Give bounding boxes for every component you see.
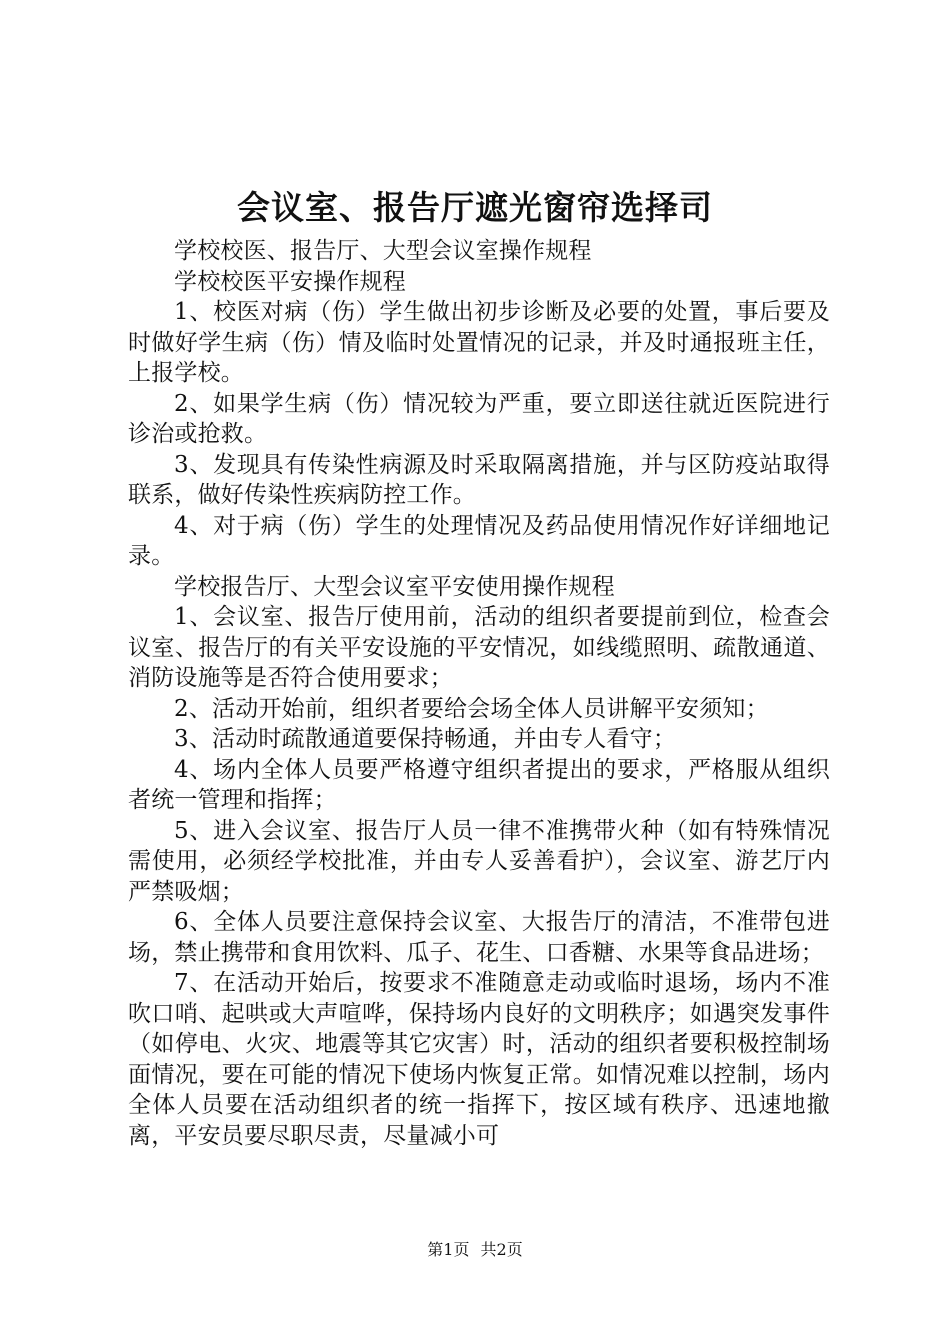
section-heading: 学校校医平安操作规程 bbox=[174, 268, 406, 295]
body-paragraph: 4、对于病（伤）学生的处理情况及药品使用情况作好详细地记录。 bbox=[128, 512, 830, 569]
page-footer bbox=[0, 1238, 950, 1262]
section-heading: 学校报告厅、大型会议室平安使用操作规程 bbox=[174, 573, 615, 600]
document-body bbox=[128, 236, 830, 1151]
document-title: 会议室、报告厅遮光窗帘选择司 bbox=[237, 188, 713, 227]
body-paragraph: 7、在活动开始后，按要求不准随意走动或临时退场，场内不准吹口哨、起哄或大声喧哗，保持场内良好的文明秩序；如遇突发事件（如停电、火灾、地震等其它灾害）时，活动的组织者要积极控制场面情况，要在可能的情况下使场内恢复正常。如情况难以控制，场内全体人员要在活动组织者的统一指挥下，按区域有秩序、迅速地撤离，平安员要尽职尽责，尽量减小可 bbox=[128, 970, 830, 1149]
body-paragraph: 1、校医对病（伤）学生做出初步诊断及必要的处置，事后要及时做好学生病（伤）情及临时处置情况的记录，并及时通报班主任，上报学校。 bbox=[128, 299, 830, 386]
body-paragraph: 1、会议室、报告厅使用前，活动的组织者要提前到位，检查会议室、报告厅的有关平安设施的平安情况，如线缆照明、疏散通道、消防设施等是否符合使用要求； bbox=[128, 604, 830, 691]
body-paragraph: 6、全体人员要注意保持会议室、大报告厅的清洁，不准带包进场，禁止携带和食用饮料、瓜子、花生、口香糖、水果等食品进场； bbox=[128, 909, 830, 966]
body-paragraph: 4、场内全体人员要严格遵守组织者提出的要求，严格服从组织者统一管理和指挥； bbox=[128, 756, 830, 813]
body-paragraph: 2、如果学生病（伤）情况较为严重，要立即送往就近医院进行诊治或抢救。 bbox=[128, 390, 830, 447]
section-heading: 学校校医、报告厅、大型会议室操作规程 bbox=[174, 238, 592, 264]
page-total: 共2页 bbox=[480, 1240, 523, 1259]
body-paragraph: 3、发现具有传染性病源及时采取隔离措施，并与区防疫站取得联系，做好传染性疾病防控工作。 bbox=[128, 451, 830, 508]
body-paragraph: 5、进入会议室、报告厅人员一律不准携带火种（如有特殊情况需使用，必须经学校批准，并由专人妥善看护），会议室、游艺厅内严禁吸烟； bbox=[128, 817, 830, 905]
body-paragraph: 3、活动时疏散通道要保持畅通，并由专人看守； bbox=[174, 726, 677, 752]
body-paragraph: 2、活动开始前，组织者要给会场全体人员讲解平安须知； bbox=[174, 695, 769, 722]
page-number: 第1页 bbox=[427, 1240, 470, 1259]
